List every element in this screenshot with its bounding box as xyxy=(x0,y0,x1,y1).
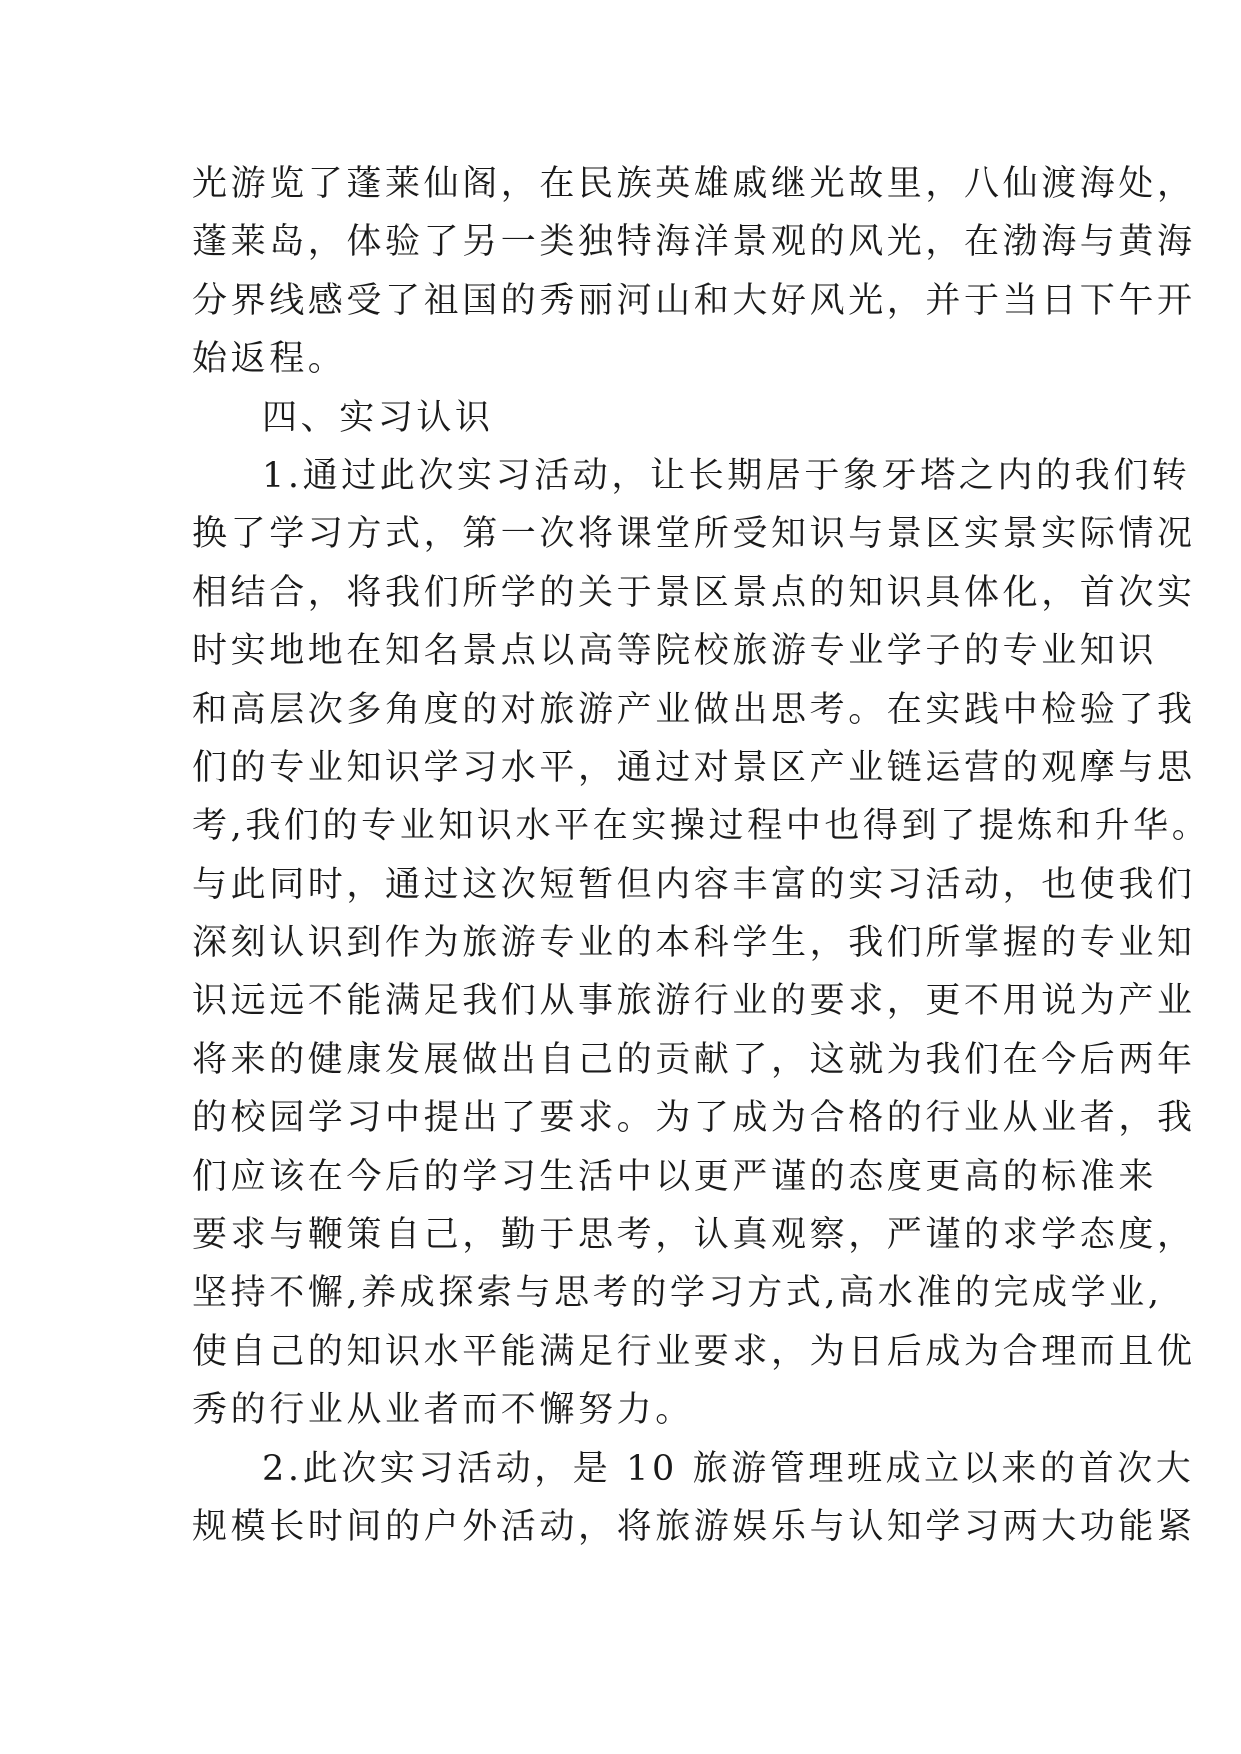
text-line: 与此同时，通过这次短暂但内容丰富的实习活动，也使我们 xyxy=(192,864,1196,905)
text-line: 1.通过此次实习活动，让长期居于象牙塔之内的我们转 xyxy=(262,455,1191,496)
text-line: 规模长时间的户外活动，将旅游娱乐与认知学习两大功能紧 xyxy=(192,1506,1196,1547)
text-line: 相结合，将我们所学的关于景区景点的知识具体化，首次实 xyxy=(192,572,1196,613)
text-line: 们的专业知识学习水平，通过对景区产业链运营的观摩与思 xyxy=(192,747,1196,788)
text-line: 和高层次多角度的对旅游产业做出思考。在实践中检验了我 xyxy=(192,689,1196,730)
text-line: 要求与鞭策自己，勤于思考，认真观察，严谨的求学态度， xyxy=(192,1215,1196,1256)
text-line: 分界线感受了祖国的秀丽河山和大好风光，并于当日下午开 xyxy=(192,280,1196,321)
text-line: 秀的行业从业者而不懈努力。 xyxy=(192,1390,694,1431)
text-line: 使自己的知识水平能满足行业要求，为日后成为合理而且优 xyxy=(192,1331,1196,1372)
text-line: 深刻认识到作为旅游专业的本科学生，我们所掌握的专业知 xyxy=(192,923,1196,964)
text-line: 2.此次实习活动，是 10 旅游管理班成立以来的首次大 xyxy=(262,1448,1195,1489)
text-line: 光游览了蓬莱仙阁，在民族英雄戚继光故里，八仙渡海处， xyxy=(192,164,1196,204)
text-line: 考,我们的专业知识水平在实操过程中也得到了提炼和升华。 xyxy=(192,806,1211,847)
document-page xyxy=(192,155,1211,1556)
text-line: 们应该在今后的学习生活中以更严谨的态度更高的标准来 xyxy=(192,1156,1158,1197)
text-line: 将来的健康发展做出自己的贡献了，这就为我们在今后两年 xyxy=(192,1039,1196,1080)
text-line: 蓬莱岛，体验了另一类独特海洋景观的风光，在渤海与黄海 xyxy=(192,222,1196,263)
text-line: 识远远不能满足我们从事旅游行业的要求，更不用说为产业 xyxy=(192,981,1196,1022)
text-line: 时实地地在知名景点以高等院校旅游专业学子的专业知识 xyxy=(192,631,1158,672)
text-line: 坚持不懈,养成探索与思考的学习方式,高水准的完成学业, xyxy=(192,1273,1163,1314)
text-line: 四、实习认识 xyxy=(262,397,494,438)
text-line: 的校园学习中提出了要求。为了成为合格的行业从业者，我 xyxy=(192,1098,1196,1139)
text-line: 始返程。 xyxy=(192,339,347,380)
text-line: 换了学习方式，第一次将课堂所受知识与景区实景实际情况 xyxy=(192,514,1196,555)
